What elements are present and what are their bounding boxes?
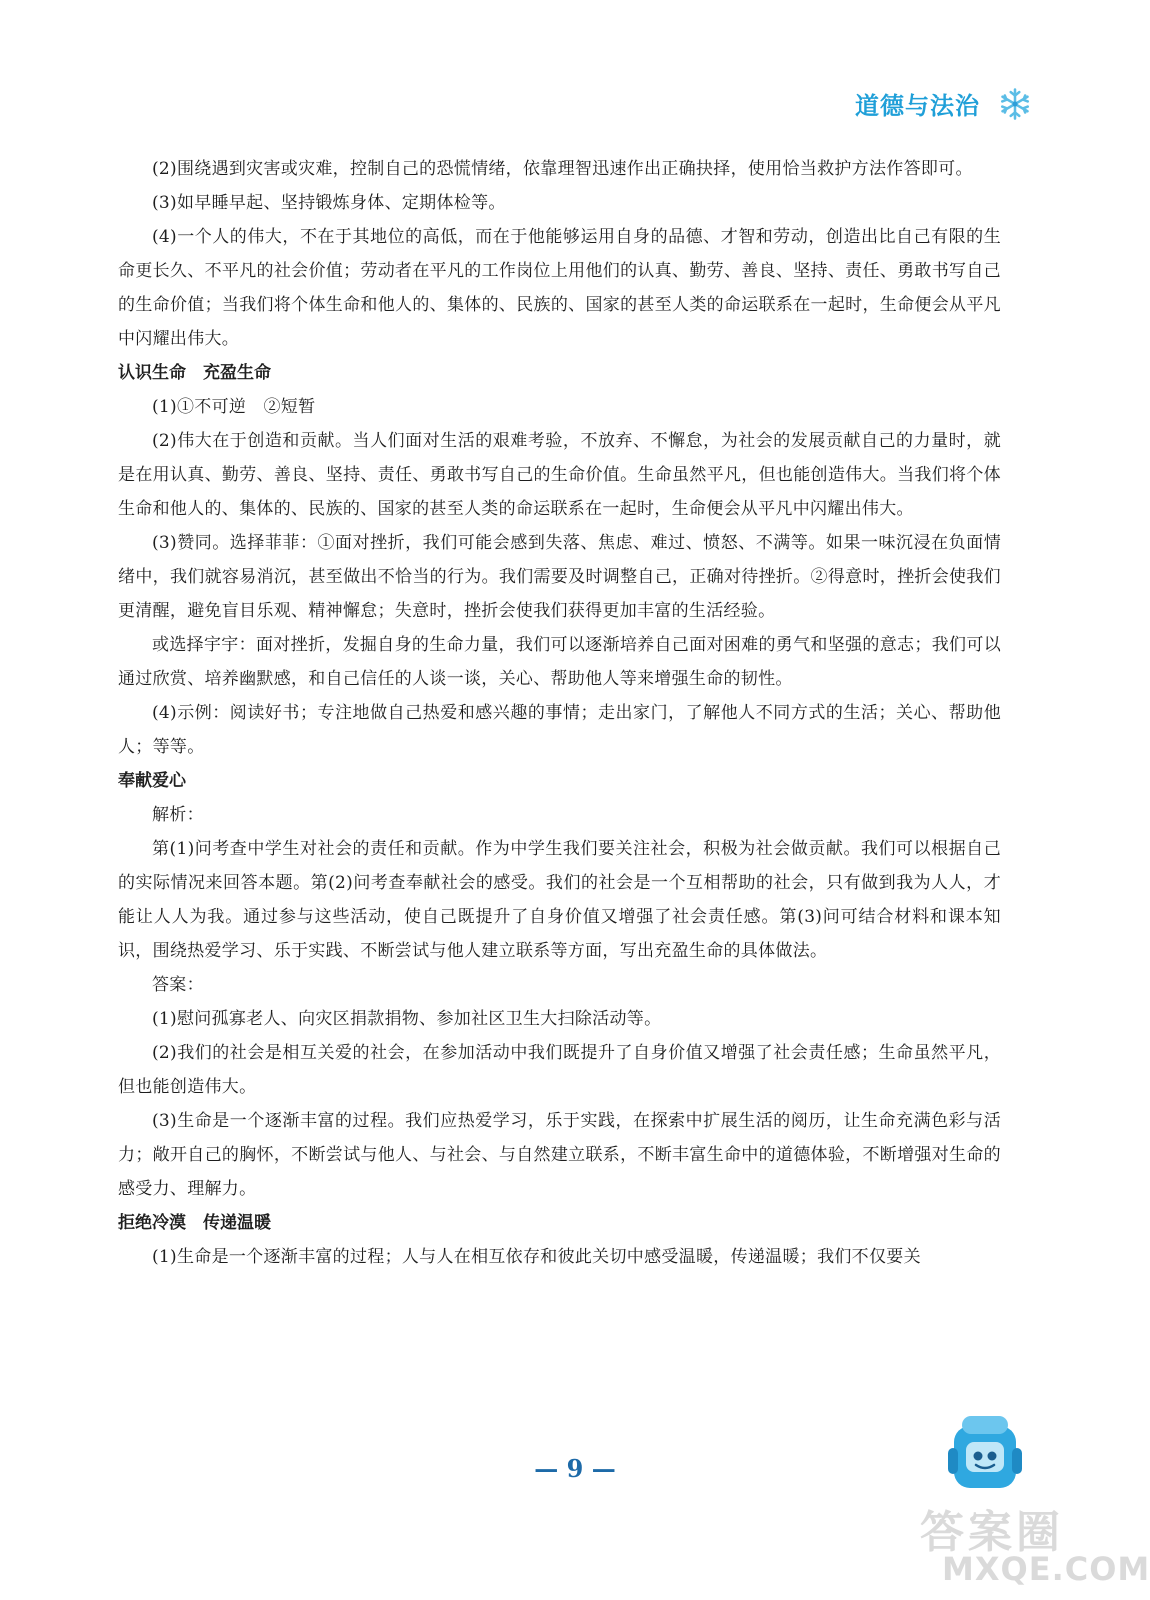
answer-paragraph: 或选择宇宇：面对挫折，发掘自身的生命力量，我们可以逐渐培养自己面对困难的勇气和坚强的意志；我们可以通过欣赏、培养幽默感，和自己信任的人谈一谈，关心、帮助他人等来增强生命的韧性。 [118,635,1001,689]
answer-paragraph: (4)一个人的伟大，不在于其地位的高低，而在于他能够运用自身的品德、才智和劳动，创造出比自己有限的生命更长久、不平凡的社会价值；劳动者在平凡的工作岗位上用他们的认真、勤劳、善良、坚持、责任、勇敢书写自己的生命价值；当我们将个体生命和他人的、集体的、民族的、国家的甚至人类的命运联系在一起时，生命便会从平凡中闪耀出伟大。 [118,227,1001,349]
answer-content [118,152,1001,1274]
answer-paragraph: (1)生命是一个逐渐丰富的过程；人与人在相互依存和彼此关切中感受温暖，传递温暖；我们不仅要关 [152,1247,921,1267]
watermark-domain: MXQE.COM [942,1550,1150,1588]
page-header [855,86,1032,121]
answer-paragraph: (2)伟大在于创造和贡献。当人们面对生活的艰难考验，不放弃、不懈怠，为社会的发展贡献自己的力量时，就是在用认真、勤劳、善良、坚持、责任、勇敢书写自己的生命价值。生命虽然平凡，但也能创造伟大。当我们将个体生命和他人的、集体的、民族的、国家的甚至人类的命运联系在一起时，生命便会从平凡中闪耀出伟大。 [118,431,1001,519]
section-heading: 奉献爱心 [118,771,186,791]
subject-title: 道德与法治 [855,92,980,120]
answer-paragraph: (3)生命是一个逐渐丰富的过程。我们应热爱学习，乐于实践，在探索中扩展生活的阅历，让生命充满色彩与活力；敞开自己的胸怀，不断尝试与他人、与社会、与自然建立联系，不断丰富生命中的道德体验，不断增强对生命的感受力、理解力。 [118,1111,1001,1199]
answer-paragraph: (4)示例：阅读好书；专注地做自己热爱和感兴趣的事情；走出家门，了解他人不同方式的生活；关心、帮助他人；等等。 [118,703,1001,757]
answer-paragraph: 解析： [152,805,204,825]
section-heading: 拒绝冷漠 传递温暖 [118,1213,271,1233]
answer-paragraph: 答案： [152,975,204,995]
answer-paragraph: (3)如早睡早起、坚持锻炼身体、定期体检等。 [152,193,506,213]
watermark-text: 答案圈 [920,1507,1064,1558]
answer-paragraph: (3)赞同。选择菲菲：①面对挫折，我们可能会感到失落、焦虑、难过、愤怒、不满等。如果一味沉浸在负面情绪中，我们就容易消沉，甚至做出不恰当的行为。我们需要及时调整自己，正确对待挫折。②得意时，挫折会使我们更清醒，避免盲目乐观、精神懈怠；失意时，挫折会使我们获得更加丰富的生活经验。 [118,533,1001,621]
answer-paragraph: (1)①不可逆 ②短暂 [152,397,316,417]
answer-paragraph: (2)围绕遇到灾害或灾难，控制自己的恐慌情绪，依靠理智迅速作出正确抉择，使用恰当救护方法作答即可。 [152,159,973,179]
page-number: — 9 — [534,1454,616,1483]
answer-paragraph: (1)慰问孤寡老人、向灾区捐款捐物、参加社区卫生大扫除活动等。 [152,1009,662,1029]
answer-paragraph: 第(1)问考查中学生对社会的责任和贡献。作为中学生我们要关注社会，积极为社会做贡献。我们可以根据自己的实际情况来回答本题。第(2)问考查奉献社会的感受。我们的社会是一个互相帮助的社会，只有做到我为人人，才能让人人为我。通过参与这些活动，使自己既提升了自身价值又增强了社会责任感。第(3)问可结合材料和课本知识，围绕热爱学习、乐于实践、不断尝试与他人建立联系等方面，写出充盈生命的具体做法。 [118,839,1001,961]
snowflake-icon [998,87,1032,121]
backpack-mascot-icon [940,1408,1030,1498]
section-heading: 认识生命 充盈生命 [118,363,271,383]
watermark [920,1496,1150,1592]
answer-paragraph: (2)我们的社会是相互关爱的社会，在参加活动中我们既提升了自身价值又增强了社会责任感；生命虽然平凡，但也能创造伟大。 [118,1043,1001,1097]
